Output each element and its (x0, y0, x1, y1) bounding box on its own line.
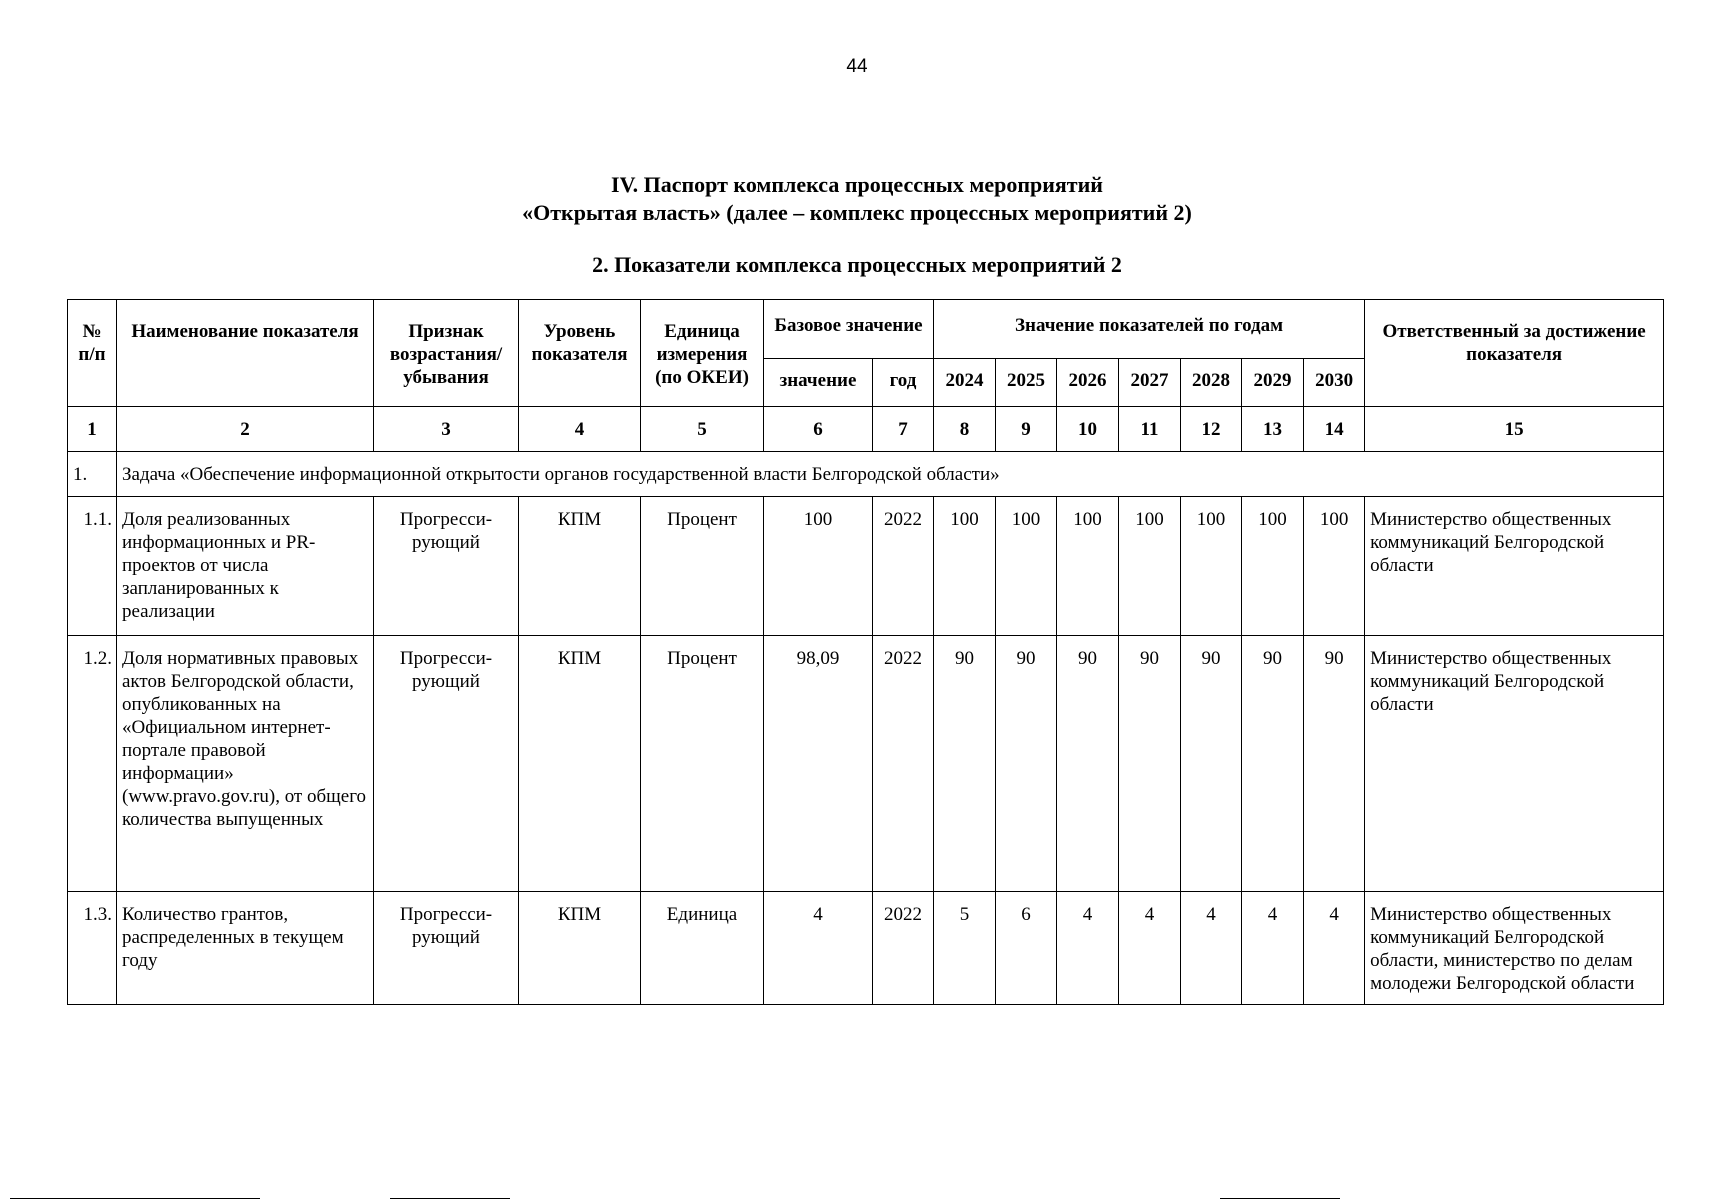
row-base-value: 4 (764, 892, 873, 1005)
row-value: 4 (1119, 892, 1181, 1005)
row-value: 4 (1242, 892, 1304, 1005)
column-number: 12 (1181, 407, 1242, 452)
row-num: 1.1. (68, 497, 117, 636)
row-name: Доля нормативных правовых актов Белгородской области, опубликованных на «Официальном интернет-портале правовой информации» (www.pravo.gov.ru), от общего количества выпущенных (117, 636, 374, 892)
page-number: 44 (846, 56, 868, 77)
column-number: 14 (1304, 407, 1365, 452)
task-num: 1. (68, 452, 117, 497)
row-level: КПМ (519, 892, 641, 1005)
task-row (68, 452, 1664, 497)
row-value: 100 (1119, 497, 1181, 636)
row-base-year: 2022 (873, 636, 934, 892)
column-number: 4 (519, 407, 641, 452)
header-year: 2025 (996, 359, 1057, 407)
header-unit: Единица измерения (по ОКЕИ) (641, 300, 764, 407)
header-year: 2029 (1242, 359, 1304, 407)
column-number: 10 (1057, 407, 1119, 452)
header-name: Наименование показателя (117, 300, 374, 407)
row-value: 4 (1304, 892, 1365, 1005)
row-base-value: 100 (764, 497, 873, 636)
column-number: 7 (873, 407, 934, 452)
column-number: 9 (996, 407, 1057, 452)
header-base: Базовое значение (764, 300, 934, 359)
row-unit: Единица (641, 892, 764, 1005)
column-number: 8 (934, 407, 996, 452)
header-num: № п/п (68, 300, 117, 407)
bottom-rule (10, 1198, 260, 1199)
row-responsible: Министерство общественных коммуникаций Белгородской области, министерство по делам молодежи Белгородской области (1365, 892, 1664, 1005)
row-value: 5 (934, 892, 996, 1005)
row-value: 4 (1181, 892, 1242, 1005)
row-value: 90 (1242, 636, 1304, 892)
row-sign: Прогресси-рующий (374, 636, 519, 892)
header-year: 2028 (1181, 359, 1242, 407)
header-year: 2024 (934, 359, 996, 407)
row-responsible: Министерство общественных коммуникаций Белгородской области (1365, 636, 1664, 892)
table-row (68, 636, 1664, 892)
row-base-year: 2022 (873, 497, 934, 636)
row-sign: Прогресси-рующий (374, 892, 519, 1005)
row-value: 90 (1181, 636, 1242, 892)
header-responsible: Ответственный за достижение показателя (1365, 300, 1664, 407)
column-number: 1 (68, 407, 117, 452)
indicators-table (67, 299, 1664, 1005)
row-unit: Процент (641, 497, 764, 636)
column-numbers-row (68, 407, 1664, 452)
row-value: 100 (996, 497, 1057, 636)
header-year: 2026 (1057, 359, 1119, 407)
table-title: 2. Показатели комплекса процессных мероприятий 2 (592, 252, 1122, 277)
row-num: 1.2. (68, 636, 117, 892)
header-sign: Признак возрастания/ убывания (374, 300, 519, 407)
row-value: 100 (1057, 497, 1119, 636)
row-value: 6 (996, 892, 1057, 1005)
column-number: 13 (1242, 407, 1304, 452)
row-unit: Процент (641, 636, 764, 892)
column-number: 11 (1119, 407, 1181, 452)
row-value: 90 (1057, 636, 1119, 892)
row-base-year: 2022 (873, 892, 934, 1005)
header-base-value: значение (764, 359, 873, 407)
table-row (68, 497, 1664, 636)
row-name: Доля реализованных информационных и PR-проектов от числа запланированных к реализации (117, 497, 374, 636)
row-value: 4 (1057, 892, 1119, 1005)
section-title: IV. Паспорт комплекса процессных мероприятий (611, 172, 1103, 197)
row-value: 100 (1242, 497, 1304, 636)
row-name: Количество грантов, распределенных в текущем году (117, 892, 374, 1005)
table-row (68, 892, 1664, 1005)
row-value: 100 (934, 497, 996, 636)
header-years-group: Значение показателей по годам (934, 300, 1365, 359)
column-number: 2 (117, 407, 374, 452)
task-text: Задача «Обеспечение информационной открытости органов государственной власти Белгородской области» (117, 452, 1664, 497)
row-value: 100 (1181, 497, 1242, 636)
row-value: 90 (1304, 636, 1365, 892)
row-sign: Прогресси-рующий (374, 497, 519, 636)
column-number: 6 (764, 407, 873, 452)
bottom-rule (390, 1198, 510, 1199)
header-base-year: год (873, 359, 934, 407)
row-level: КПМ (519, 636, 641, 892)
row-value: 90 (934, 636, 996, 892)
row-level: КПМ (519, 497, 641, 636)
header-level: Уровень показателя (519, 300, 641, 407)
bottom-rule (1220, 1198, 1340, 1199)
section-subtitle: «Открытая власть» (далее – комплекс процессных мероприятий 2) (522, 200, 1192, 225)
row-value: 90 (1119, 636, 1181, 892)
row-value: 100 (1304, 497, 1365, 636)
header-year: 2030 (1304, 359, 1365, 407)
row-responsible: Министерство общественных коммуникаций Белгородской области (1365, 497, 1664, 636)
column-number: 5 (641, 407, 764, 452)
row-base-value: 98,09 (764, 636, 873, 892)
column-number: 3 (374, 407, 519, 452)
column-number: 15 (1365, 407, 1664, 452)
row-num: 1.3. (68, 892, 117, 1005)
row-value: 90 (996, 636, 1057, 892)
header-year: 2027 (1119, 359, 1181, 407)
